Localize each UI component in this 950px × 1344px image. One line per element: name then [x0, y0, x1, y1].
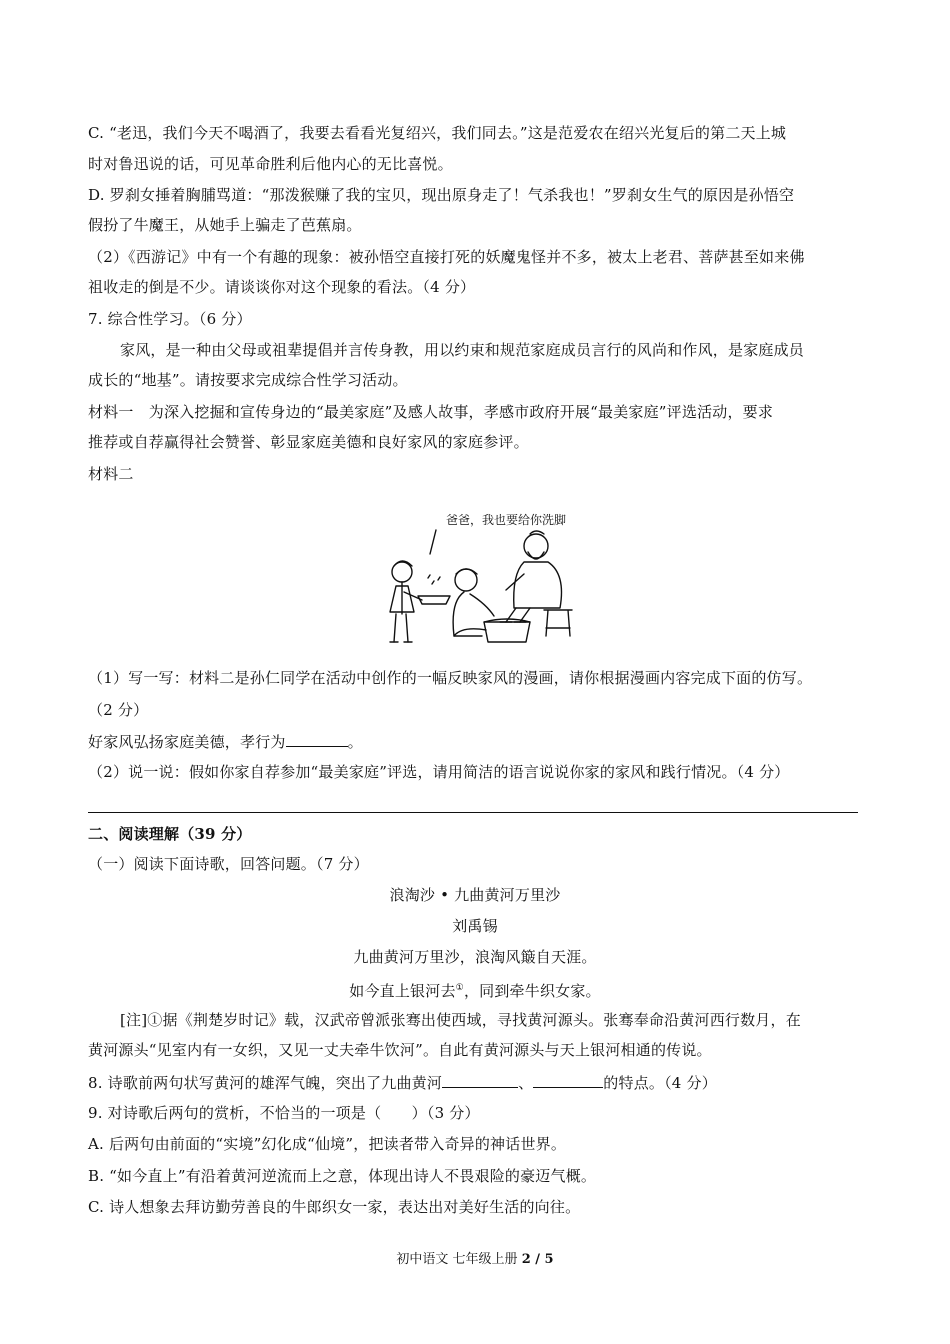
poem-note-line2: 黄河源头“见室内有一女织，又见一丈夫牵牛饮河”。自此有黄河源头与天上银河相通的传说。 — [88, 1041, 712, 1059]
question-8-part2: 的特点。（4 分） — [603, 1074, 717, 1092]
answer-blank[interactable] — [286, 731, 348, 747]
footnote-marker: ① — [455, 983, 464, 993]
question-9-option-a: A. 后两句由前面的“实境”幻化成“仙境”，把读者带入奇异的神话世界。 — [88, 1135, 567, 1153]
question-9-option-c: C. 诗人想象去拜访勤劳善良的牛郎织女一家，表达出对美好生活的向往。 — [88, 1198, 581, 1216]
imitation-suffix: 。 — [347, 733, 363, 751]
poem-line-2-part1: 如今直上银河去 — [349, 982, 456, 1000]
answer-blank-2[interactable] — [533, 1072, 603, 1088]
question-8 — [88, 1072, 863, 1092]
option-c-line1: C. “老迅，我们今天不喝酒了，我要去看看光复绍兴，我们同去。”这是范爱农在绍兴光复后的第二天上城 — [88, 124, 787, 142]
question-8-part1: 8. 诗歌前两句状写黄河的雄浑气魄，突出了九曲黄河 — [88, 1074, 443, 1092]
question-9-option-b: B. “如今直上”有沿着黄河逆流而上之意，体现出诗人不畏艰险的豪迈气概。 — [88, 1167, 597, 1185]
page-number: 2 / 5 — [521, 1252, 554, 1267]
question-7-1-line1: （1）写一写：材料二是孙仁同学在活动中创作的一幅反映家风的漫画，请你根据漫画内容完成下面的仿写。 — [88, 669, 813, 687]
question-9: 9. 对诗歌后两句的赏析，不恰当的一项是（ ）（3 分） — [88, 1104, 480, 1122]
question-7-1-points: （2 分） — [88, 701, 149, 719]
page-footer — [0, 1248, 950, 1267]
poem-line-2-part2: ，同到牵牛织女家。 — [463, 982, 601, 1000]
question-7-title: 7. 综合性学习。（6 分） — [88, 310, 252, 328]
option-c-line2: 时对鲁迅说的话，可见革命胜利后他内心的无比喜悦。 — [88, 155, 453, 173]
poem-title: 浪淘沙 • 九曲黄河万里沙 — [389, 886, 561, 904]
family-intro-line2: 成长的“地基”。请按要求完成综合性学习活动。 — [88, 371, 408, 389]
question-8-sep: 、 — [518, 1074, 534, 1092]
cartoon-caption: 爸爸，我也要给你洗脚 — [445, 513, 567, 527]
answer-line[interactable] — [88, 812, 858, 813]
question-6-2-line1: （2）《西游记》中有一个有趣的现象：被孙悟空直接打死的妖魔鬼怪并不多，被太上老君、菩萨甚至如来佛 — [88, 248, 805, 266]
poem-section-intro: （一）阅读下面诗歌，回答问题。（7 分） — [88, 855, 369, 873]
cartoon-drawing — [374, 504, 580, 652]
footer-course: 初中语文 七年级上册 — [396, 1252, 522, 1267]
option-d-line2: 假扮了牛魔王，从她手上骗走了芭蕉扇。 — [88, 216, 362, 234]
question-7-1-prompt — [88, 731, 863, 751]
question-7-2: （2）说一说：假如你家自荐参加“最美家庭”评选，请用简洁的语言说说你家的家风和践行情况。（4 分） — [88, 763, 790, 781]
poem-author: 刘禹锡 — [452, 917, 498, 935]
material-2-label: 材料二 — [88, 465, 134, 483]
family-intro-line1: 家风，是一种由父母或祖辈提倡并言传身教，用以约束和规范家庭成员言行的风尚和作风，是家庭成员 — [120, 341, 805, 359]
material-1-line2: 推荐或自荐赢得社会赞誉、彰显家庭美德和良好家风的家庭参评。 — [88, 433, 529, 451]
question-6-2-line2: 祖收走的倒是不少。请谈谈你对这个现象的看法。（4 分） — [88, 278, 476, 296]
poem-line-1: 九曲黄河万里沙，浪淘风簸自天涯。 — [353, 948, 597, 966]
option-d-line1: D. 罗刹女捶着胸脯骂道：“那泼猴赚了我的宝贝，现出原身走了！气杀我也！”罗刹女生气的原因是孙悟空 — [88, 186, 795, 204]
answer-blank-1[interactable] — [442, 1072, 518, 1088]
section-2-heading: 二、阅读理解（39 分） — [88, 825, 252, 843]
poem-note-line1: [注]①据《荆楚岁时记》载，汉武帝曾派张骞出使西域，寻找黄河源头。张骞奉命沿黄河西行数月，在 — [120, 1011, 801, 1029]
family-cartoon — [374, 504, 580, 652]
material-1-line1: 材料一 为深入挖掘和宣传身边的“最美家庭”及感人故事，孝感市政府开展“最美家庭”评选活动，要求 — [88, 403, 774, 421]
poem-line-2 — [0, 978, 950, 998]
imitation-prefix: 好家风弘扬家庭美德，孝行为 — [88, 733, 286, 751]
